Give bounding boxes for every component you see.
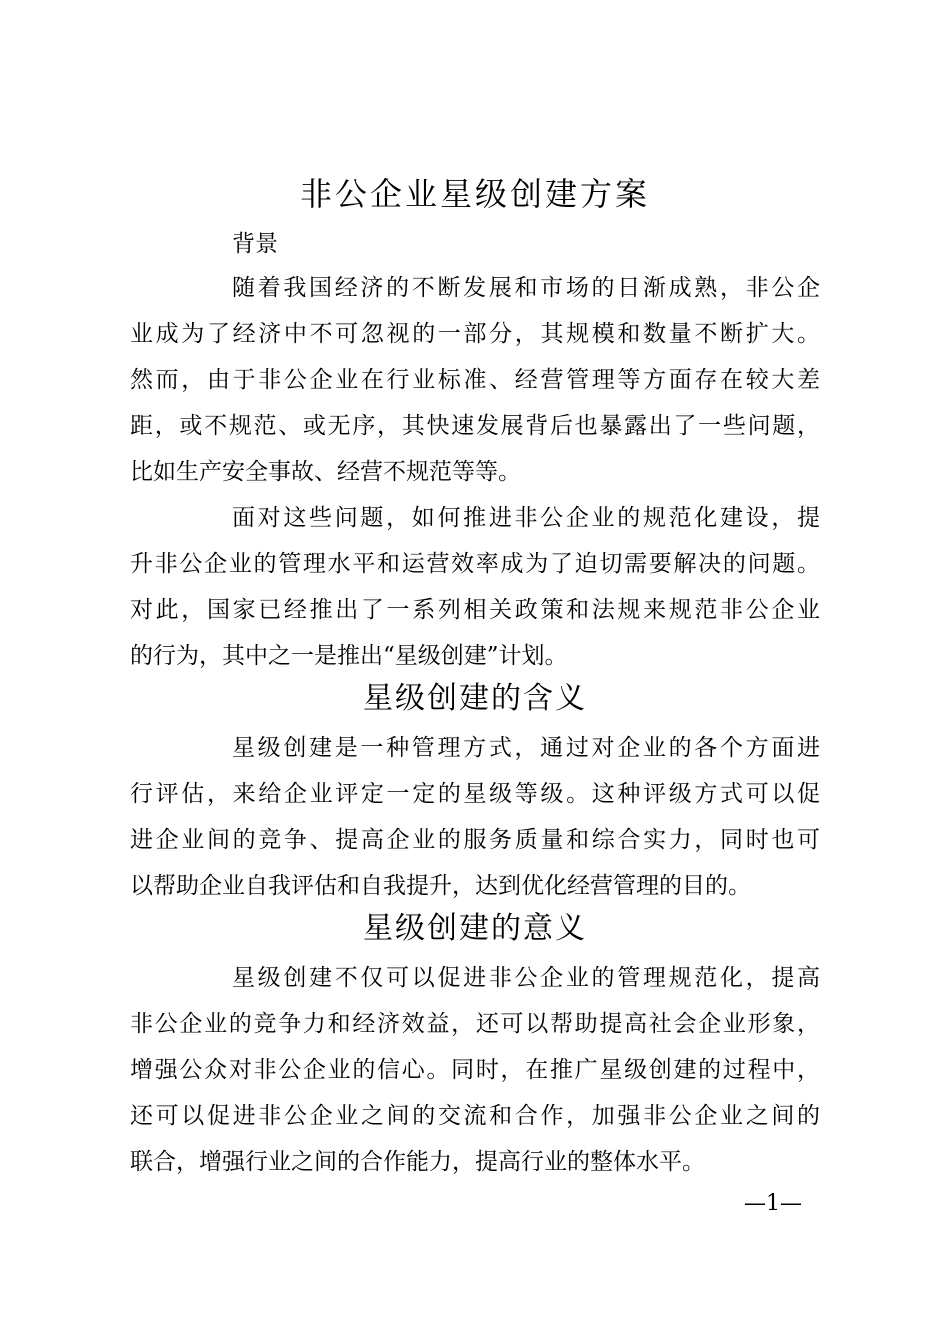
paragraph-line: 的行为，其中之一是推出“星级创建”计划。 [130,643,568,669]
paragraph-line: 非公企业的竞争力和经济效益，还可以帮助提高社会企业形象， [130,1011,820,1037]
paragraph-line: 距，或不规范、或无序，其快速发展背后也暴露出了一些问题， [130,413,820,439]
paragraph-line: 联合，增强行业之间的合作能力，提高行业的整体水平。 [130,1149,705,1175]
paragraph-line: 增强公众对非公企业的信心。同时，在推广星级创建的过程中， [130,1057,820,1083]
section-heading-meaning: 星级创建的含义 [363,681,587,716]
paragraph-line: 随着我国经济的不断发展和市场的日渐成熟，非公企 [232,275,820,301]
paragraph-line: 对此，国家已经推出了一系列相关政策和法规来规范非公企业 [130,597,820,623]
paragraph-line: 然而，由于非公企业在行业标准、经营管理等方面存在较大差 [130,367,820,393]
background-heading: 背景 [232,231,278,257]
page-number: —1— [744,1191,802,1216]
paragraph-line: 面对这些问题，如何推进非公企业的规范化建设，提 [232,505,820,531]
paragraph-line: 星级创建是一种管理方式，通过对企业的各个方面进 [232,735,820,761]
document-title: 非公企业星级创建方案 [299,175,650,213]
paragraph-line: 比如生产安全事故、经营不规范等等。 [130,459,521,485]
paragraph-line: 还可以促进非公企业之间的交流和合作，加强非公企业之间的 [130,1103,820,1129]
paragraph-line: 升非公企业的管理水平和运营效率成为了迫切需要解决的问题。 [130,551,820,577]
paragraph-line: 星级创建不仅可以促进非公企业的管理规范化，提高 [232,965,820,991]
paragraph-line: 行评估，来给企业评定一定的星级等级。这种评级方式可以促 [130,781,820,807]
paragraph-line: 进企业间的竞争、提高企业的服务质量和综合实力，同时也可 [130,827,820,853]
section-heading-significance: 星级创建的意义 [363,911,587,946]
paragraph-line: 业成为了经济中不可忽视的一部分，其规模和数量不断扩大。 [130,321,820,347]
paragraph-line: 以帮助企业自我评估和自我提升，达到优化经营管理的目的。 [130,873,751,899]
